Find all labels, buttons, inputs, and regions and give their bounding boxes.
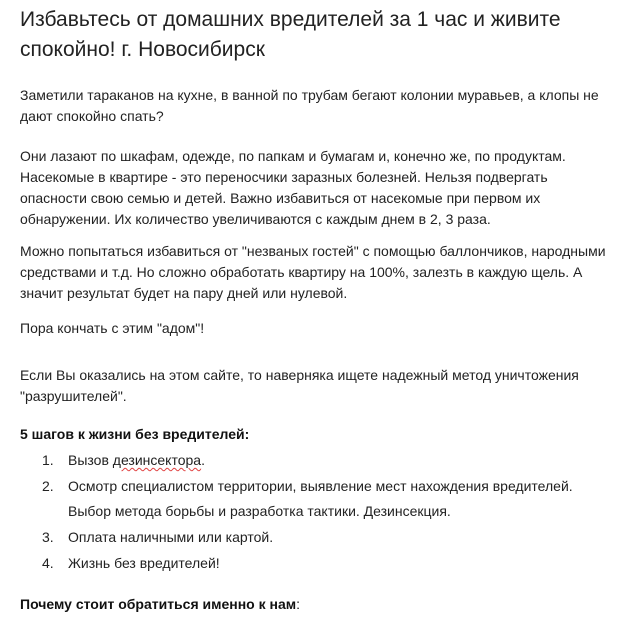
spellcheck-marked-word: дезинсектора [112,452,202,468]
why-us-colon: : [296,596,301,612]
list-item [20,551,610,576]
steps-heading: 5 шагов к жизни без вредителей: [20,426,250,442]
paragraph-diy-methods: Можно попытаться избавиться от "незваных гостей" с помощью баллончиков, народными средствами и т.д. Но сложно обработать квартиру на 100%, залезть в каждую щель. А значит результат будет на пару дней или нулевой. [20,243,606,301]
list-item-text: Вызов [68,452,113,468]
paragraph-insects: Они лазают по шкафам, одежде, по папкам и бумагам и, конечно же, по продуктам. Насекомые в квартире - это переносчики заразных болезней. Нельзя подвергать опасности свою семью и детей. Важно избавиться от насекомые при первом их обнаружении. Их количество увеличиваются с каждым днем в 2, 3 раза. [20,148,566,227]
list-item-number: 2. [42,478,54,494]
list-item-text: Жизнь без вредителей! [68,555,220,571]
list-item [20,525,610,550]
list-item [20,474,610,524]
list-item-number: 1. [42,452,54,468]
list-item-text: Оплата наличными или картой. [68,529,274,545]
list-item-text: Осмотр специалистом территории, выявление мест нахождения вредителей. Выбор метода борьбы и разработка тактики. Дезинсекция. [68,478,573,519]
list-item-number: 3. [42,529,54,545]
list-item-number: 4. [42,555,54,571]
list-item-text-end: . [201,452,205,468]
page-title: Избавьтесь от домашних вредителей за 1 час и живите спокойно! г. Новосибирск [20,8,561,61]
why-us-bold: Почему стоит обратиться именно к нам [20,596,297,612]
paragraph-intro: Заметили тараканов на кухне, в ванной по трубам бегают колонии муравьев, а клопы не дают спокойно спать? [20,87,599,124]
list-item [20,448,610,473]
why-us-heading [20,594,300,614]
paragraph-site-visit: Если Вы оказались на этом сайте, то наверняка ищете надежный метод уничтожения "разрушителей". [20,367,579,404]
steps-list [20,448,610,577]
paragraph-enough: Пора кончать с этим "адом"! [20,320,205,336]
